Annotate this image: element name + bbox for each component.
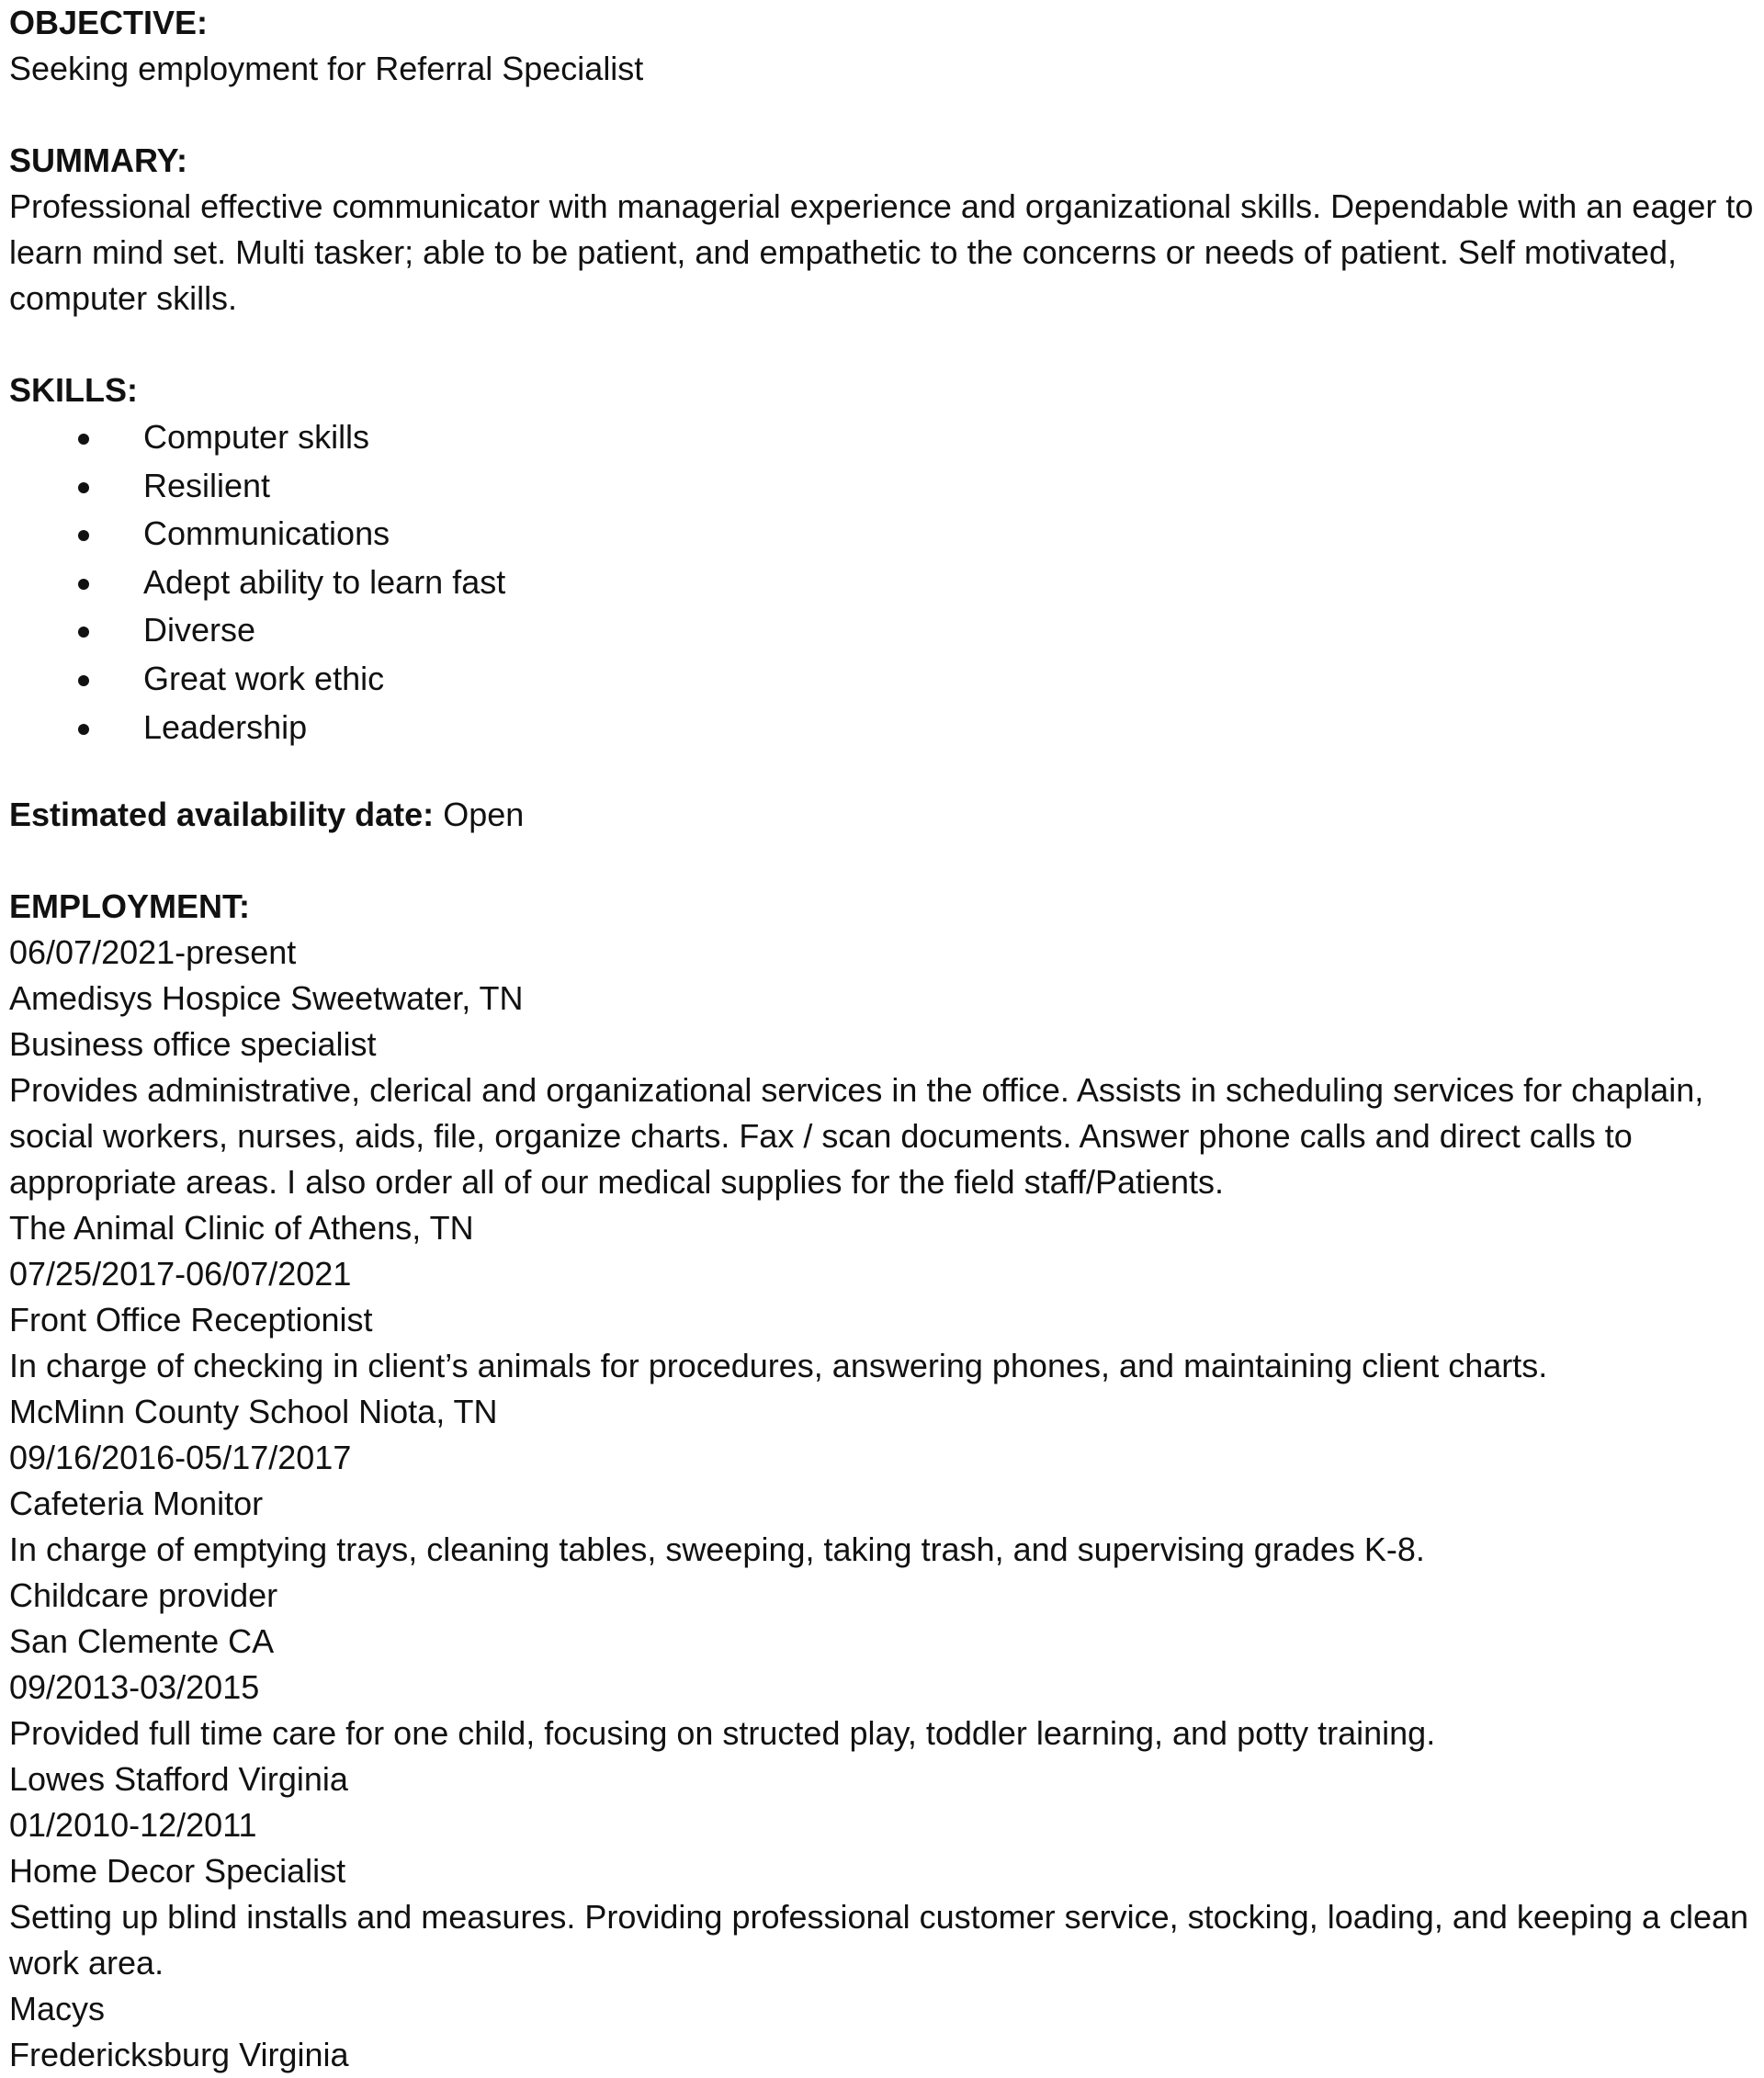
employment-line: Childcare provider: [9, 1576, 278, 1615]
employment-description: Provided full time care for one child, focusing on structed play, toddler learning, and potty training.: [9, 1714, 1436, 1753]
skills-list: [9, 413, 1755, 751]
bullet-icon: [78, 579, 89, 590]
employment-line: 09/2013-03/2015: [9, 1668, 260, 1707]
employment-line: 07/25/2017-06/07/2021: [9, 1255, 352, 1293]
bullet-icon: [78, 482, 89, 493]
availability-label: Estimated availability date:: [9, 796, 435, 834]
bullet-icon: [78, 434, 89, 445]
employment-line: 06/07/2021-present: [9, 933, 297, 972]
availability-value: Open: [443, 796, 525, 834]
summary-section: [9, 138, 1755, 322]
employment-line: Front Office Receptionist: [9, 1301, 373, 1339]
summary-text: Professional effective communicator with managerial experience and organizational skills. Dependable with an eager to learn mind set. Multi tasker; able to be patient, and empathetic to the concerns or needs of patient. Self motivated, computer skills.: [9, 187, 1754, 317]
employment-line: San Clemente CA: [9, 1622, 275, 1661]
bullet-icon: [78, 627, 89, 638]
summary-heading: SUMMARY:: [9, 141, 187, 179]
employment-line: 01/2010-12/2011: [9, 1806, 257, 1845]
bullet-icon: [78, 724, 89, 735]
employment-line: McMinn County School Niota, TN: [9, 1393, 498, 1431]
list-item: Adept ability to learn fast: [9, 559, 1755, 607]
employment-section: [9, 884, 1755, 2078]
employment-line: Cafeteria Monitor: [9, 1485, 264, 1523]
list-item: Communications: [9, 510, 1755, 559]
employment-line: Macys: [9, 1990, 106, 2028]
objective-section: [9, 0, 1755, 92]
list-item: Computer skills: [9, 413, 1755, 462]
employment-description: Setting up blind installs and measures. Providing professional customer service, stocking, loading, and keeping a clean work area.: [9, 1898, 1749, 1982]
objective-text: Seeking employment for Referral Specialist: [9, 50, 644, 87]
availability-line: [9, 792, 1755, 838]
employment-line: Amedisys Hospice Sweetwater, TN: [9, 979, 524, 1018]
list-item: Resilient: [9, 462, 1755, 511]
bullet-icon: [78, 530, 89, 541]
employment-line: Fredericksburg Virginia: [9, 2036, 349, 2074]
bullet-icon: [78, 675, 89, 686]
employment-line: Home Decor Specialist: [9, 1852, 346, 1891]
employment-line: Lowes Stafford Virginia: [9, 1760, 348, 1799]
skills-heading: SKILLS:: [9, 371, 138, 409]
resume-page: [9, 0, 1755, 2078]
employment-heading: EMPLOYMENT:: [9, 887, 251, 926]
employment-line: 09/16/2016-05/17/2017: [9, 1439, 352, 1477]
employment-description: In charge of emptying trays, cleaning tables, sweeping, taking trash, and supervising grades K-8.: [9, 1530, 1425, 1569]
skills-section: [9, 367, 1755, 751]
employment-description: In charge of checking in client’s animals for procedures, answering phones, and maintaining client charts.: [9, 1347, 1548, 1385]
employment-description: Provides administrative, clerical and organizational services in the office. Assists in scheduling services for chaplain, social workers, nurses, aids, file, organize charts. Fax / scan documents. Answer phone calls and direct calls to appropriate areas. I also order all of our medical supplies for the field staff/Patients.: [9, 1071, 1704, 1202]
list-item: Leadership: [9, 704, 1755, 752]
list-item: Great work ethic: [9, 655, 1755, 704]
employment-line: Business office specialist: [9, 1025, 377, 1064]
list-item: Diverse: [9, 606, 1755, 655]
objective-heading: OBJECTIVE:: [9, 4, 209, 41]
employment-line: The Animal Clinic of Athens, TN: [9, 1209, 474, 1248]
